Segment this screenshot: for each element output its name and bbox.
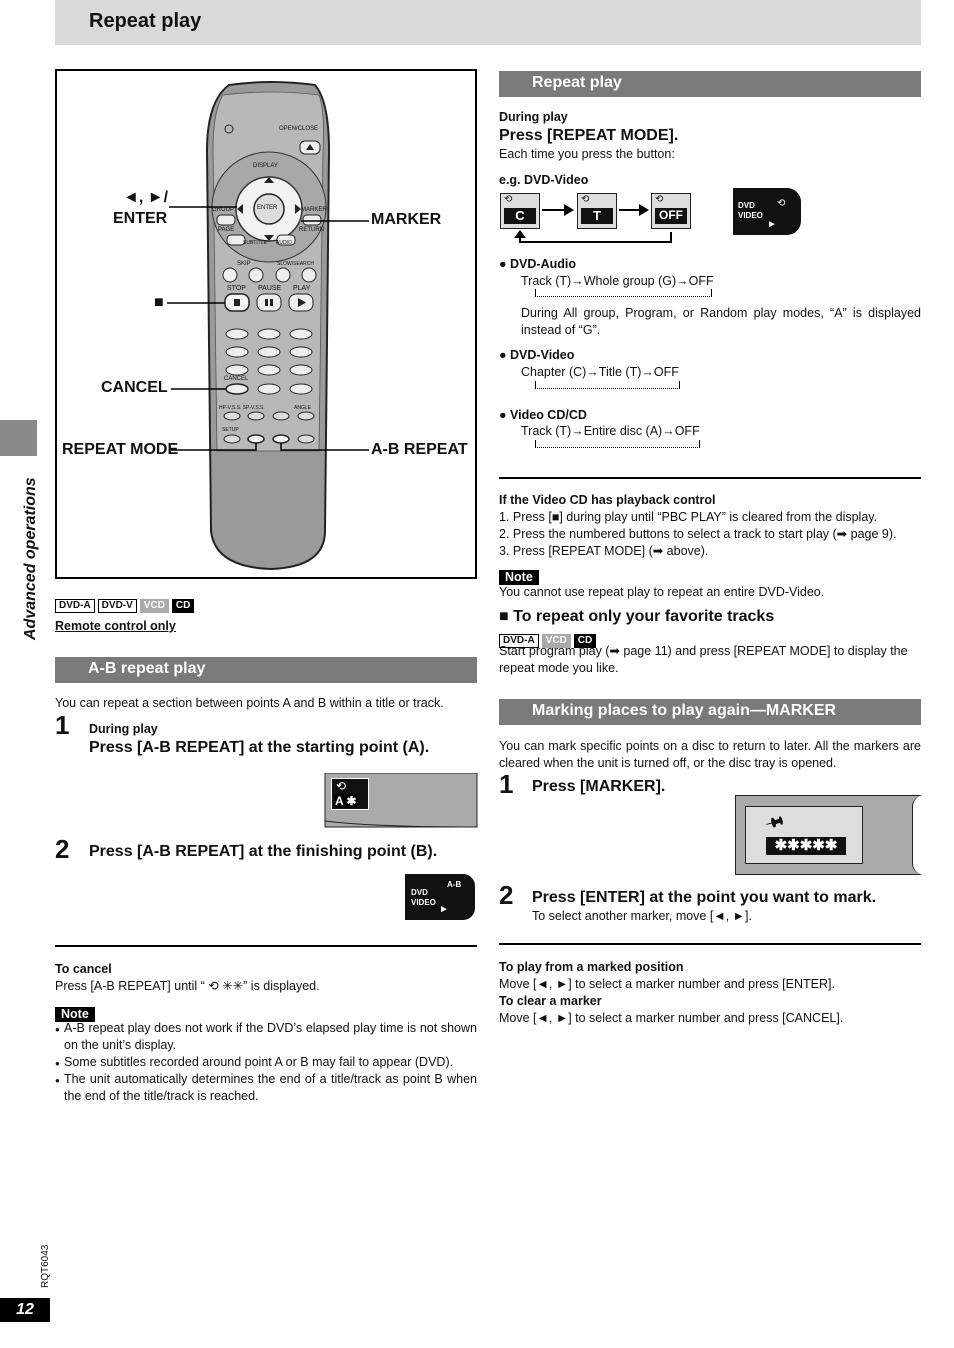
marker-step1-number: 1 — [499, 769, 514, 799]
seq-t-text: T — [581, 208, 613, 224]
return-label: RETURN — [299, 227, 324, 233]
play-icon: ► — [767, 219, 777, 230]
marker-step2-heading: Press [ENTER] at the point you want to mark. — [532, 889, 877, 906]
vcd-head: ● Video CD/CD — [499, 408, 587, 422]
remote-only-note: Remote control only — [55, 619, 176, 633]
display-edge — [912, 795, 924, 875]
marker-step1-heading: Press [MARKER]. — [532, 778, 666, 795]
dvd-video-head: ● DVD-Video — [499, 348, 575, 362]
repeat-lcd — [733, 188, 801, 235]
badge-dvd-a: DVD-A — [499, 634, 539, 648]
open-close-label: OPEN/CLOSE — [279, 126, 319, 132]
dvd-audio-head: ● DVD-Audio — [499, 257, 576, 271]
badge-vcd: VCD — [542, 634, 571, 648]
setup-label: SETUP — [222, 427, 239, 433]
lcd-b-ab: A-B — [447, 880, 462, 889]
marker-stars: ✱✱✱✱✱ — [766, 837, 846, 855]
lcd-b-line1: DVD — [411, 888, 428, 897]
play-marked-title: To play from a marked position — [499, 960, 684, 974]
marker-label: MARKER — [301, 207, 327, 213]
repeat-icon: ⟲ — [581, 194, 590, 205]
badge-cd: CD — [574, 634, 596, 648]
pbc-steps — [499, 509, 921, 560]
pbc-title: If the Video CD has playback control — [499, 493, 716, 507]
repeat-icon: ⟲ — [777, 198, 786, 209]
remote-cancel-label: CANCEL — [224, 376, 249, 382]
side-tab-label: Advanced operations — [22, 477, 39, 640]
page-header — [55, 0, 921, 45]
badge-dvd-a: DVD-A — [55, 599, 95, 613]
vcd-seq: Track (T)→Entire disc (A)→OFF — [521, 424, 700, 438]
doc-code: RQT6043 — [40, 1244, 51, 1288]
repeat-note-label: Note — [499, 570, 539, 585]
dvd-video-head-text: DVD-Video — [510, 348, 575, 362]
callout-arrows: ◄, ►/ — [123, 189, 169, 206]
marker-section-title: Marking places to play again—MARKER — [499, 699, 921, 725]
repeat-icon: ⟲ — [336, 779, 347, 793]
play-marked-text: Move [◄, ►] to select a marker number and press [ENTER]. — [499, 977, 835, 991]
repeat-lcd-line1: DVD — [738, 201, 755, 210]
enter-label: ENTER — [257, 205, 278, 211]
badge-vcd: VCD — [140, 599, 169, 613]
seq-arrows — [498, 190, 698, 246]
dvd-audio-head-text: DVD-Audio — [510, 257, 576, 271]
repeat-press: Press [REPEAT MODE]. — [499, 127, 679, 144]
marker-screen — [745, 806, 863, 864]
repeat-eg: e.g. DVD-Video — [499, 173, 589, 187]
ab-display-b — [405, 874, 475, 920]
hpvss-label: HP-V.S.S. SP-V.S.S. — [219, 405, 265, 411]
callout-cancel: CANCEL — [101, 379, 168, 396]
ab-step1-heading: Press [A-B REPEAT] at the starting point (A). — [89, 739, 430, 756]
marker-step2-number: 2 — [499, 880, 514, 910]
pbc-step: 1. Press [■] during play until “PBC PLAY” is cleared from the display. — [499, 510, 878, 524]
remote-drawing — [57, 71, 475, 577]
ab-divider — [55, 945, 477, 947]
repeat-divider — [499, 477, 921, 479]
repeat-icon: ⟲ — [504, 194, 513, 205]
ab-step2-heading: Press [A-B REPEAT] at the finishing point (B). — [89, 843, 438, 860]
loop-line — [535, 381, 680, 389]
cancel-title: To cancel — [55, 962, 112, 976]
stop-label: STOP — [227, 285, 246, 292]
lcd-a — [331, 778, 369, 810]
seq-off-text: OFF — [655, 208, 687, 224]
loop-line — [535, 440, 700, 448]
side-tab-marker — [0, 420, 37, 456]
display-label: DISPLAY — [253, 163, 278, 169]
clear-marker-title: To clear a marker — [499, 994, 602, 1008]
seq-c-text: C — [504, 208, 536, 224]
ab-section-title: A-B repeat play — [55, 657, 477, 683]
angle-label: ANGLE — [294, 405, 311, 411]
play-icon: ► — [439, 904, 449, 915]
repeat-icon: ⟲ — [655, 194, 664, 205]
page-number: 12 — [0, 1298, 50, 1322]
dvd-audio-seq: Track (T)→Whole group (G)→OFF — [521, 274, 714, 288]
page-label: PAGE — [218, 227, 235, 233]
pause-label: PAUSE — [258, 285, 282, 292]
callout-repeat-mode: REPEAT MODE — [62, 441, 179, 458]
fav-text: Start program play (➡ page 11) and press [REPEAT MODE] to display the repeat mode you like. — [499, 644, 908, 675]
badge-dvd-v: DVD-V — [98, 599, 137, 613]
audio-label: AUDIO — [276, 240, 292, 246]
callout-marker: MARKER — [371, 211, 442, 228]
ab-notes — [55, 1020, 477, 1105]
repeat-section-title: Repeat play — [499, 71, 921, 97]
pin-icon: 🖈 — [763, 808, 789, 835]
repeat-note-text: You cannot use repeat play to repeat an entire DVD-Video. — [499, 585, 825, 599]
slow-search-label: SLOW/SEARCH — [277, 261, 314, 267]
callout-stop: ■ — [154, 294, 164, 311]
dvd-video-seq: Chapter (C)→Title (T)→OFF — [521, 365, 679, 379]
subtitle-label: SUBTITLE — [243, 240, 267, 246]
marker-divider — [499, 943, 921, 945]
ab-intro: You can repeat a section between points A and B within a title or track. — [55, 696, 444, 710]
ab-note-item: ● A-B repeat play does not work if the DVD’s elapsed play time is not shown on the unit’s display. — [55, 1020, 477, 1054]
play-label: PLAY — [293, 285, 311, 292]
callout-ab-repeat: A-B REPEAT — [371, 441, 468, 458]
remote-illustration — [55, 69, 477, 579]
fav-title: ■ To repeat only your favorite tracks — [499, 608, 775, 625]
badge-cd: CD — [172, 599, 194, 613]
marker-display — [735, 795, 921, 875]
pbc-step: 3. Press [REPEAT MODE] (➡ above). — [499, 544, 709, 558]
vcd-head-text: Video CD/CD — [510, 408, 587, 422]
dvd-audio-extra: During All group, Program, or Random play modes, “A” is displayed instead of “G”. — [521, 306, 921, 337]
group-label: GROUP — [212, 207, 235, 213]
marker-step2-sub: To select another marker, move [◄, ►]. — [532, 909, 752, 923]
callout-enter: ENTER — [113, 210, 168, 227]
ab-step1-sub: During play — [89, 722, 158, 736]
repeat-during: During play — [499, 110, 568, 124]
lcd-a-text: A ✱ — [335, 794, 357, 808]
ab-step1-number: 1 — [55, 710, 70, 740]
ab-note-item: ● Some subtitles recorded around point A or B may fail to appear (DVD). — [55, 1054, 477, 1071]
marker-intro: You can mark specific points on a disc to return to later. All the markers are cleared when the unit is turned off, or the disc tray is opened. — [499, 739, 921, 770]
lcd-b-line2: VIDEO — [411, 898, 436, 907]
ab-note-label: Note — [55, 1007, 95, 1022]
pbc-step: 2. Press the numbered buttons to select a track to start play (➡ page 9). — [499, 527, 897, 541]
repeat-each-time: Each time you press the button: — [499, 147, 675, 161]
ab-note-item: ● The unit automatically determines the end of a title/track as point B when the end of the title/track is reached. — [55, 1071, 477, 1105]
ab-step2-number: 2 — [55, 834, 70, 864]
ab-display-a — [325, 773, 477, 827]
skip-label: SKIP — [237, 261, 251, 267]
repeat-lcd-line2: VIDEO — [738, 211, 763, 220]
clear-marker-text: Move [◄, ►] to select a marker number and press [CANCEL]. — [499, 1011, 844, 1025]
loop-line — [535, 289, 712, 297]
page-title: Repeat play — [89, 10, 202, 32]
disc-badges — [55, 595, 197, 613]
cancel-text: Press [A-B REPEAT] until “ ⟲ ✳✳” is displayed. — [55, 979, 320, 993]
